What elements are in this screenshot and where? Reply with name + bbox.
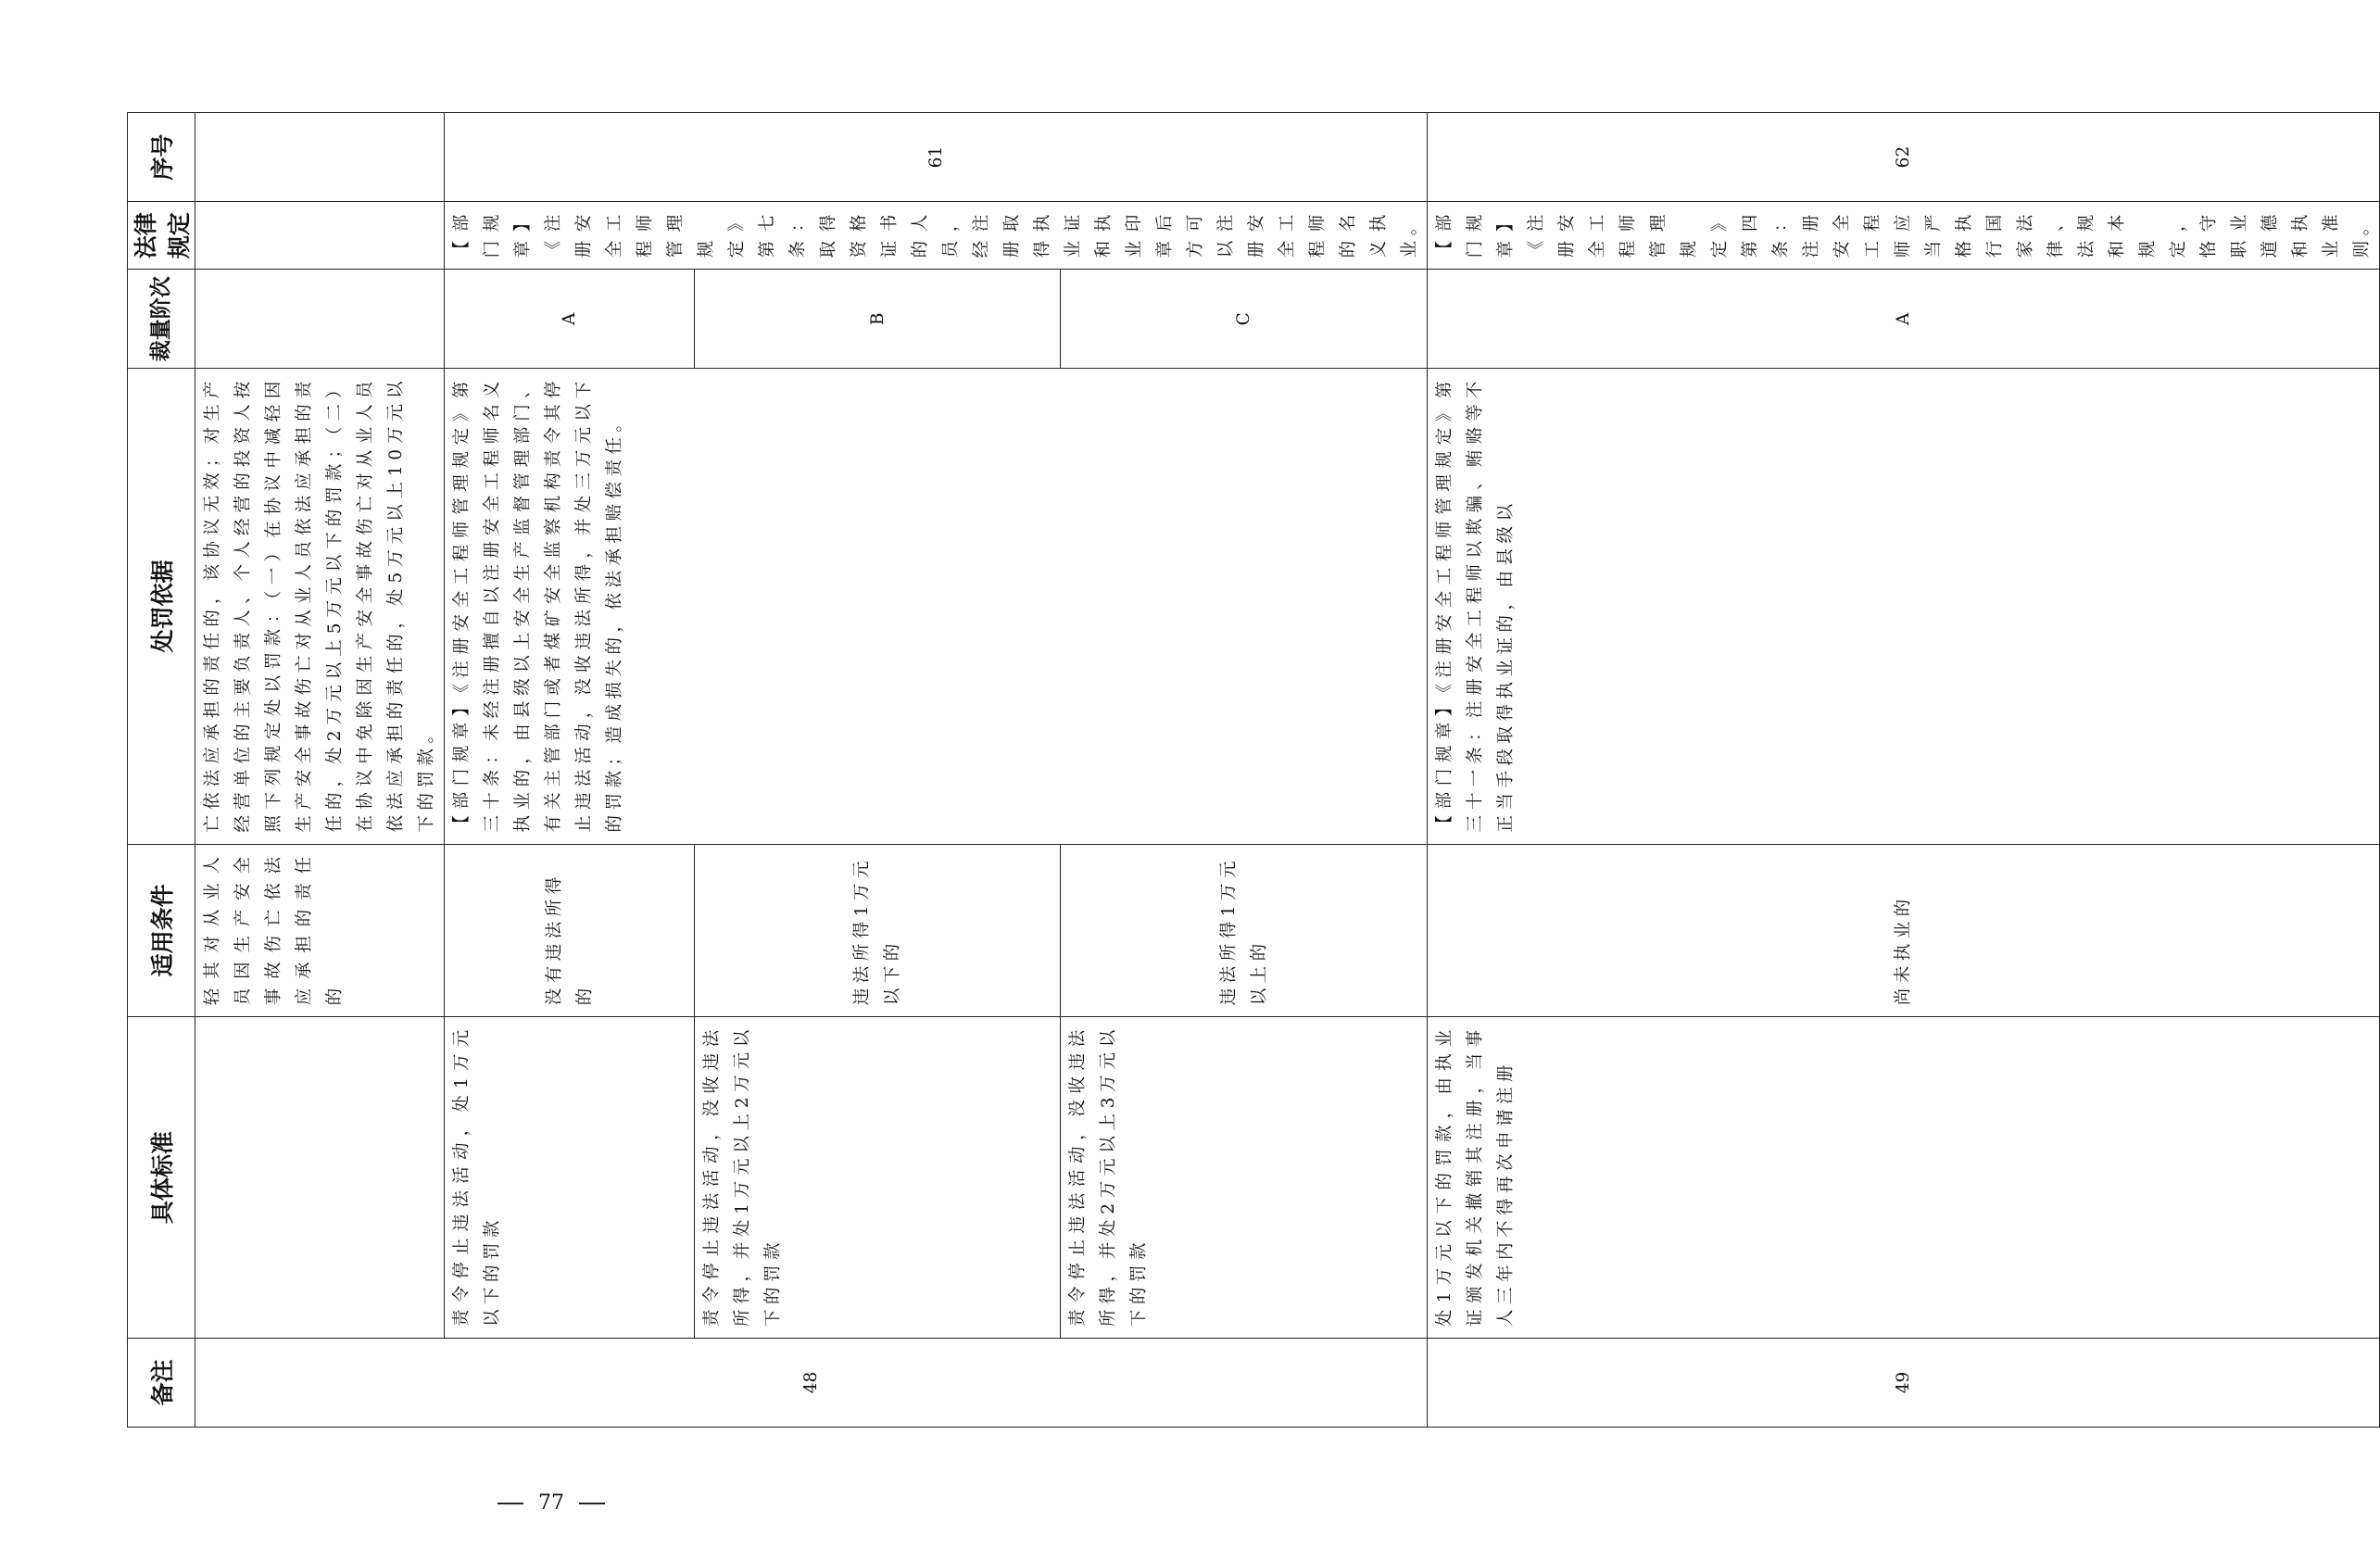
level-61-c: C bbox=[1061, 270, 1428, 369]
top-law-empty bbox=[195, 202, 445, 270]
header-condition: 适用条件 bbox=[128, 844, 195, 1017]
standard-61-c: 责令停止违法活动，没收违法所得，并处2万元以上3万元以下的罚款 bbox=[1061, 1017, 1428, 1339]
standard-61-b: 责令停止违法活动，没收违法所得，并处1万元以上2万元以下的罚款 bbox=[695, 1017, 1061, 1339]
note-62: 49 bbox=[1428, 1338, 2380, 1427]
penalty-table bbox=[127, 112, 2380, 1428]
level-62: A bbox=[1428, 270, 2380, 369]
page-footer bbox=[0, 1491, 1102, 1515]
seq-61: 61 bbox=[445, 113, 1428, 202]
law-62: 【部门规章】《注册安全工程师管理规定》第四条：注册安全工程师应当严格执行国家法律、法规和本规定，恪守职业道德和执业准则。 bbox=[1428, 202, 2380, 270]
condition-61-b: 违法所得1万元以下的 bbox=[695, 844, 1061, 1017]
standard-61-a: 责令停止违法活动，处1万元以下的罚款 bbox=[445, 1017, 695, 1339]
top-standard-empty bbox=[195, 1017, 445, 1339]
condition-62: 尚未执业的 bbox=[1428, 844, 2380, 1017]
top-basis: 亡依法应承担的责任的，该协议无效；对生产经营单位的主要负责人、个人经营的投资人按照下列规定处以罚款：（一）在协议中减轻因生产安全事故伤亡对从业人员依法应承担的责任的，处2万元以上5万元以下的罚款；（二）在协议中免除因生产安全事故伤亡对从业人员依法应承担的责任的，处5万元以上10万元以下的罚款。 bbox=[195, 369, 445, 844]
rotated-page bbox=[127, 112, 2372, 1428]
header-level: 裁量阶次 bbox=[128, 270, 195, 369]
top-seq-empty bbox=[195, 113, 445, 202]
basis-62: 【部门规章】《注册安全工程师管理规定》第三十一条：注册安全工程师以欺骗、贿赂等不正当手段取得执业证的，由县级以 bbox=[1428, 369, 2380, 844]
header-note: 备注 bbox=[128, 1338, 195, 1427]
condition-61-a: 没有违法所得的 bbox=[445, 844, 695, 1017]
note-61: 48 bbox=[195, 1338, 1428, 1427]
top-condition: 轻其对从业人员因生产安全事故伤亡依法应承担的责任的 bbox=[195, 844, 445, 1017]
law-61: 【部门规章】《注册安全工程师管理规定》第七条：取得资格证书的人员，经注册取得执业证和执业印章后方可以注册安全工程师的名义执业。 bbox=[445, 202, 1428, 270]
standard-62: 处1万元以下的罚款，由执业证颁发机关撤销其注册，当事人三年内不得再次申请注册 bbox=[1428, 1017, 2380, 1339]
header-seq: 序号 bbox=[128, 113, 195, 202]
table-row-top bbox=[195, 113, 445, 1428]
header-standard: 具体标准 bbox=[128, 1017, 195, 1339]
table-row-61 bbox=[445, 113, 695, 1428]
page-number: 77 bbox=[538, 1491, 564, 1515]
header-law: 法律规定 bbox=[128, 202, 195, 270]
top-level-empty bbox=[195, 270, 445, 369]
header-row bbox=[128, 113, 195, 1428]
level-61-b: B bbox=[695, 270, 1061, 369]
level-61-a: A bbox=[445, 270, 695, 369]
seq-62: 62 bbox=[1428, 113, 2380, 202]
table-row-62 bbox=[1428, 113, 2380, 1428]
basis-61: 【部门规章】《注册安全工程师管理规定》第三十条：未经注册擅自以注册安全工程师名义执业的，由县级以上安全生产监督管理部门、有关主管部门或者煤矿安全监察机构责令其停止违法活动，没收违法所得，并处三万元以下的罚款；造成损失的，依法承担赔偿责任。 bbox=[445, 369, 1428, 844]
condition-61-c: 违法所得1万元以上的 bbox=[1061, 844, 1428, 1017]
header-basis: 处罚依据 bbox=[128, 369, 195, 844]
